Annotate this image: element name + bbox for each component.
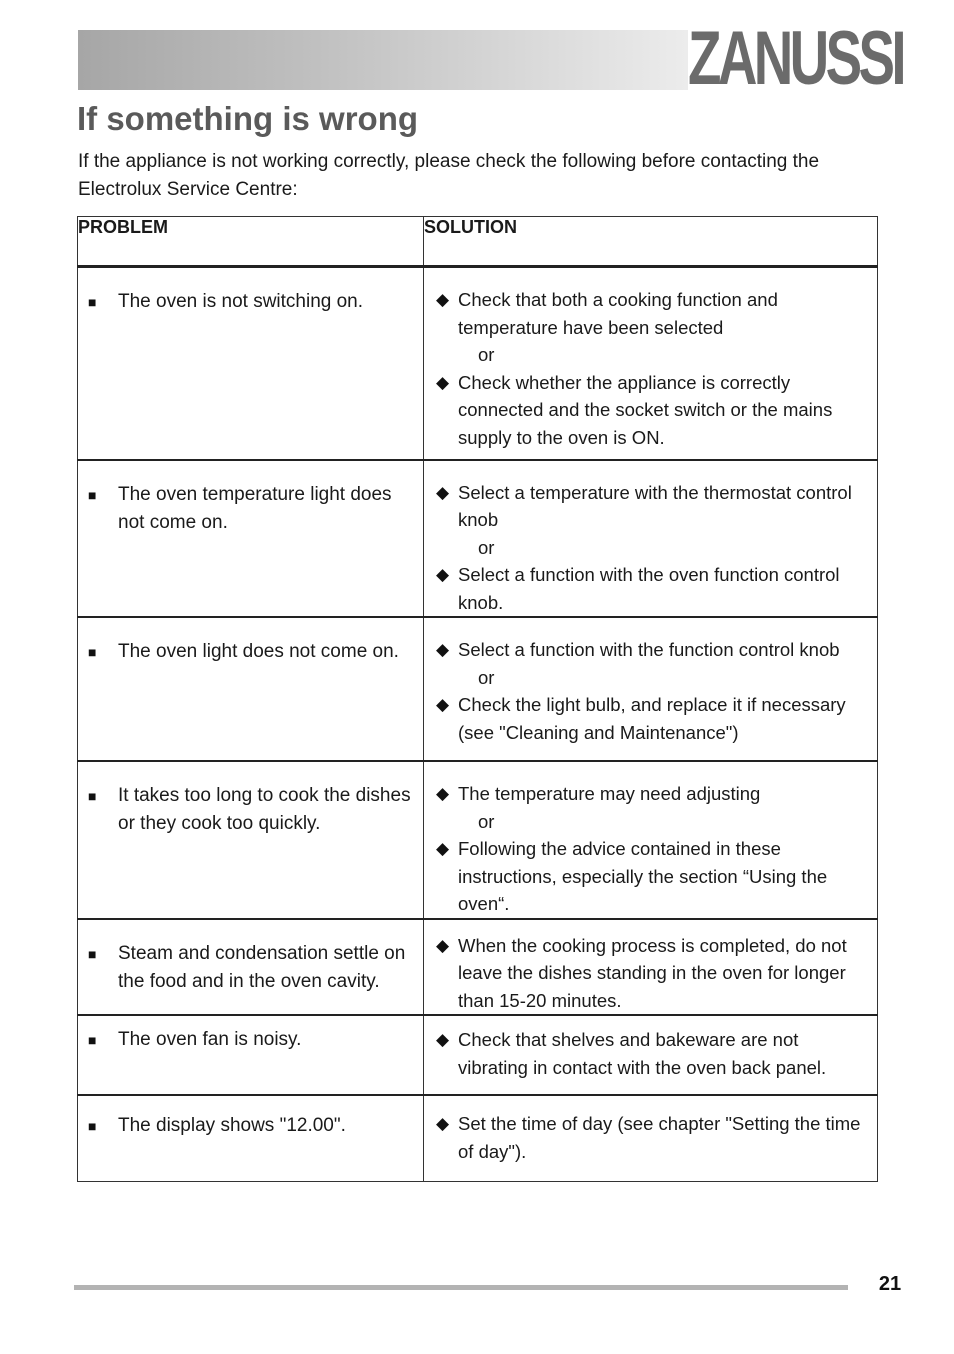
problem-text: The oven is not switching on. [118,291,364,312]
or-separator: or [478,810,495,832]
problem-cell [78,617,424,761]
solution-cell [424,1015,878,1095]
solution-text: The temperature may need adjusting [458,783,761,804]
problem-cell [78,1095,424,1181]
diamond-bullet-icon: ◆ [436,372,450,392]
solution-text: Check whether the appliance is correctly connected and the socket switch or the mains supply to the oven is ON. [458,371,833,448]
footer-rule [74,1285,848,1290]
page-number: 21 [878,1273,902,1295]
or-separator: or [478,666,495,688]
diamond-bullet-icon: ◆ [436,935,450,955]
solution-cell [424,267,878,460]
solution-text: When the cooking process is completed, do not leave the dishes standing in the oven for longer than 15-20 minutes. [458,934,847,1011]
diamond-bullet-icon: ◆ [436,1114,450,1133]
table-row [78,1015,878,1095]
problem-text: Steam and condensation settle on the food and in the oven cavity. [118,942,406,992]
table-row [78,267,878,460]
solution-text: Check that shelves and bakeware are not vibrating in contact with the oven back panel. [458,1029,827,1078]
intro-paragraph: If the appliance is not working correctly, please check the following before contacting the Electrolux Service Centre: [78,151,820,200]
square-bullet-icon: ■ [88,644,97,660]
solution-cell [424,919,878,1016]
solution-text: Select a function with the function control knob [458,639,840,660]
or-separator: or [478,344,495,365]
square-bullet-icon: ■ [88,1118,97,1134]
square-bullet-icon: ■ [88,294,97,310]
or-separator: or [478,536,495,558]
solution-cell [424,460,878,618]
problem-text: The oven light does not come on. [118,641,399,662]
table-row [78,1095,878,1181]
solution-text: Check the light bulb, and replace it if necessary (see "Cleaning and Maintenance") [458,694,846,743]
problem-text: The display shows "12.00". [118,1115,346,1136]
solution-cell [424,1095,878,1181]
diamond-bullet-icon: ◆ [436,695,450,714]
table-row [78,460,878,618]
square-bullet-icon: ■ [88,1032,97,1048]
solution-text: Select a temperature with the thermostat control knob [458,481,852,530]
diamond-bullet-icon: ◆ [436,640,450,659]
diamond-bullet-icon: ◆ [436,565,450,584]
diamond-bullet-icon: ◆ [436,839,450,858]
solution-cell [424,761,878,919]
problem-cell [78,761,424,919]
solution-text: Select a function with the oven function control knob. [458,564,840,613]
header-gradient-bar [78,30,688,90]
problem-cell [78,460,424,618]
column-header-problem: PROBLEM [78,217,424,267]
problem-text: It takes too long to cook the dishes or they cook too quickly. [118,785,411,834]
problem-text: The oven temperature light does not come on. [118,483,392,533]
square-bullet-icon: ■ [88,788,97,804]
problem-text: The oven fan is noisy. [118,1029,302,1050]
table-header-row [78,217,878,267]
diamond-bullet-icon: ◆ [436,784,450,803]
solution-text: Following the advice contained in these instructions, especially the section “Using the oven“. [458,838,828,914]
problem-cell [78,267,424,460]
diamond-bullet-icon: ◆ [436,1030,450,1049]
column-header-solution: SOLUTION [424,217,878,267]
brand-logo: ZANUSSI [688,16,903,101]
table-row [78,919,878,1016]
solution-text: Check that both a cooking function and temperature have been selected [458,289,778,338]
square-bullet-icon: ■ [88,945,97,962]
table-row [78,761,878,919]
solution-text: Set the time of day (see chapter "Setting the time of day"). [458,1113,861,1162]
solution-cell [424,617,878,761]
table-row [78,617,878,761]
page-title: If something is wrong [77,100,419,137]
diamond-bullet-icon: ◆ [436,290,450,309]
problem-cell [78,1015,424,1095]
diamond-bullet-icon: ◆ [436,482,450,502]
square-bullet-icon: ■ [88,486,97,503]
problem-cell [78,919,424,1016]
troubleshooting-table [77,216,878,1182]
